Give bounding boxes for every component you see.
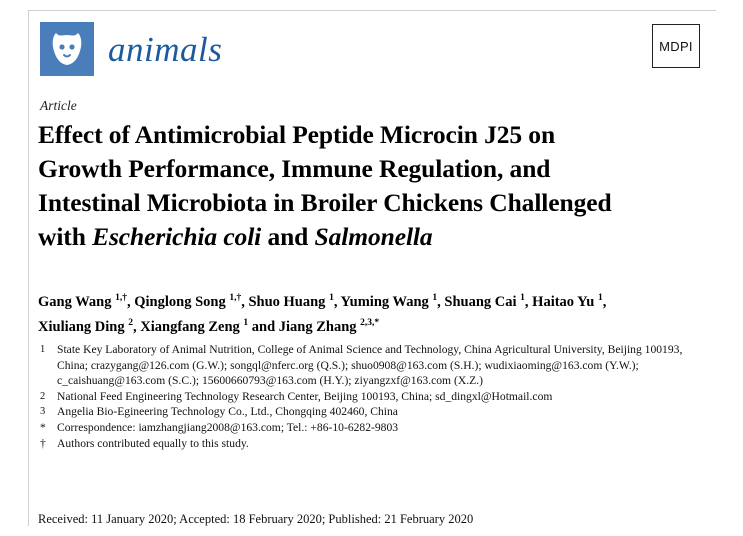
article-type-label: Article [40,98,77,113]
title-line-3: Intestinal Microbiota in Broiler Chickens Challenged [38,188,612,217]
equal-contribution-text: Authors contributed equally to this study. [57,436,249,450]
equal-contribution-marker: † [40,436,46,450]
affiliation-item [40,342,715,389]
title-line-4-conjunction: and [261,222,315,251]
author-list [38,288,718,338]
affiliation-text: National Feed Engineering Technology Research Center, Beijing 100193, China; sd_dingxl@Hotmail.com [57,389,553,403]
title-species-ecoli: Escherichia coli [92,222,262,251]
publication-dates: Received: 11 January 2020; Accepted: 18 February 2020; Published: 21 February 2020 [38,512,474,526]
author-line-2: Xiuliang Ding $^2$, Xiangfang Zeng $^1$ and Jiang Zhang $^{2,3,*}$ [38,317,380,335]
title-line-4-prefix: with [38,222,93,251]
correspondence-item [40,420,715,436]
page-left-rule [28,10,29,526]
journal-header [40,22,700,80]
affiliation-item [40,389,715,405]
title-line-2: Growth Performance, Immune Regulation, and [38,154,551,183]
affiliation-marker: 1 [40,344,46,355]
mdpi-logo: MDPI [652,24,700,68]
page-top-rule [28,10,716,11]
equal-contribution-item [40,436,715,452]
correspondence-marker: * [40,420,46,434]
journal-title: animals [108,30,223,69]
title-species-salmonella: Salmonella [314,222,433,251]
author-line-1: Gang Wang $^{1,\dagger}$, Qinglong Song $^{1,\dagger}$, Shuo Huang $^1$, Yuming Wang $^1$, Shuang Cai $^1$, Haitao Yu $^1$, [38,293,607,310]
page-title [38,118,720,254]
affiliation-list [40,342,715,451]
affiliation-text: Angelia Bio-Egineering Technology Co., Ltd., Chongqing 402460, China [57,405,398,419]
affiliation-item [40,404,715,420]
affiliation-text: State Key Laboratory of Animal Nutrition, College of Animal Science and Technology, China Agricultural University, Beijing 100193, China; crazygang@126.com (G.W.); songql@nferc.org (Q.S.); shuo0908@163.com (S.H.); wudixiaoming@163.com (Y.W.); c_caishuang@163.com (S.C.); 15600660793@163.com (H.Y.); ziyangzxf@163.com (X.Z.) [57,343,683,388]
animal-head-logo-icon [50,29,84,69]
affiliation-marker: 3 [40,406,46,418]
journal-logo [40,22,94,76]
title-line-1: Effect of Antimicrobial Peptide Microcin J25 on [38,120,556,149]
affiliation-marker: 2 [40,390,46,402]
correspondence-text: Correspondence: iamzhangjiang2008@163.com; Tel.: +86-10-6282-9803 [57,420,399,434]
